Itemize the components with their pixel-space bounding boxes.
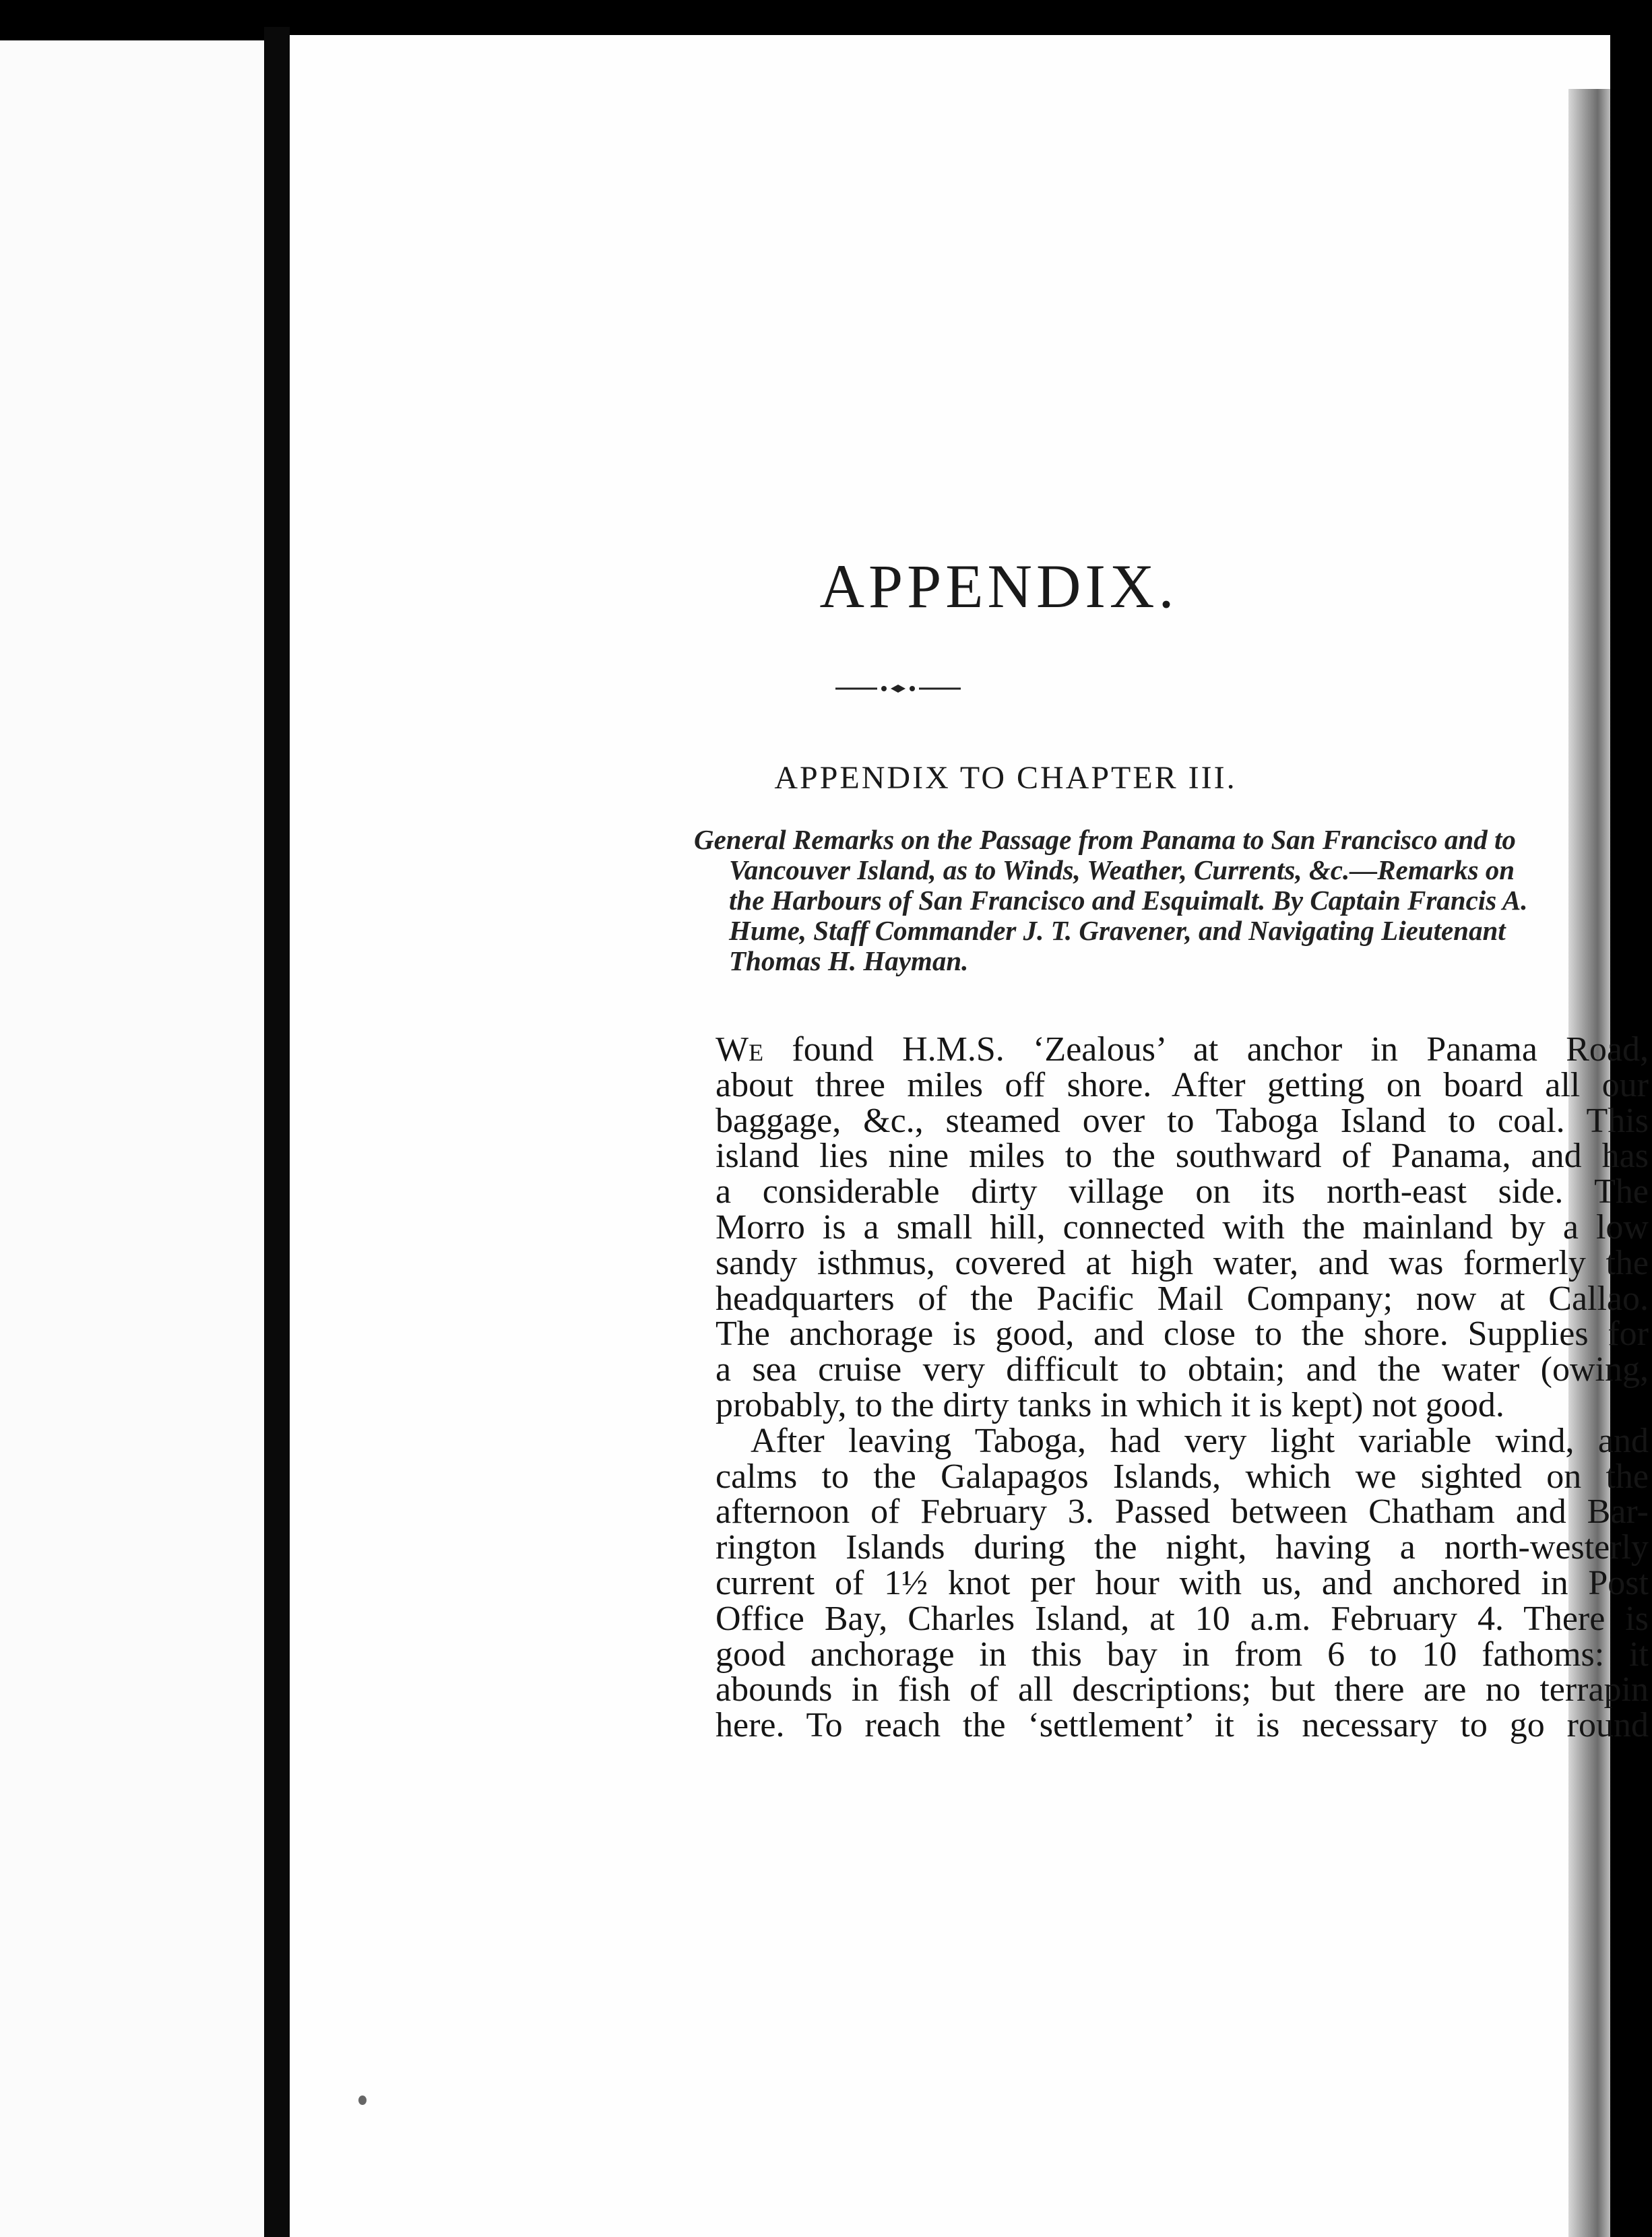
body-line: afternoon of February 3. Passed between Chatham and Bar-	[716, 1492, 1649, 1532]
body-line: a sea cruise very difficult to obtain; and the water (owing,	[716, 1350, 1649, 1389]
summary-line: Hume, Staff Commander J. T. Gravener, and Navigating Lieutenant	[729, 915, 1506, 946]
body-line: baggage, &c., steamed over to Taboga Island to coal. This	[716, 1101, 1649, 1140]
scan-border-top	[0, 0, 1652, 40]
summary-line: Vancouver Island, as to Winds, Weather, Currents, &c.—Remarks on	[729, 854, 1515, 885]
book-page	[290, 35, 1649, 2237]
book-gutter	[264, 27, 290, 2237]
body-line: good anchorage in this bay in from 6 to 10 fathoms: it	[716, 1635, 1649, 1674]
first-line-text: found H.M.S. ‘Zealous’ at anchor in Panama Road,	[792, 1030, 1649, 1069]
body-line: probably, to the dirty tanks in which it is kept) not good.	[716, 1385, 1504, 1424]
body-line: headquarters of the Pacific Mail Company; now at Callao.	[716, 1279, 1649, 1318]
chapter-summary	[694, 825, 1652, 976]
body-line: here. To reach the ‘settlement’ it is necessary to go round	[716, 1706, 1649, 1745]
body-line: about three miles off shore. After getting on board all our	[716, 1065, 1649, 1104]
body-line: current of 1½ knot per hour with us, and anchored in Post	[716, 1563, 1649, 1602]
body-line: Morro is a small hill, connected with the mainland by a low	[716, 1207, 1649, 1247]
paper-speck	[358, 2096, 367, 2105]
body-line: After leaving Taboga, had very light variable wind, and	[751, 1421, 1649, 1460]
dropcap-word: We	[716, 1030, 764, 1069]
ornament-divider	[835, 683, 961, 694]
body-line: rington Islands during the night, having a north-westerly	[716, 1528, 1649, 1567]
appendix-title: APPENDIX.	[819, 552, 1178, 621]
body-line	[716, 1032, 1649, 1068]
summary-line: Thomas H. Hayman.	[729, 945, 969, 976]
summary-line: General Remarks on the Passage from Panama to San Francisco and to	[694, 824, 1516, 855]
body-line: Office Bay, Charles Island, at 10 a.m. February 4. There is	[716, 1599, 1649, 1638]
body-line: calms to the Galapagos Islands, which we sighted on the	[716, 1457, 1649, 1496]
body-text	[716, 1032, 1649, 1744]
body-line: abounds in fish of all descriptions; but there are no terrapin	[716, 1670, 1649, 1709]
facing-blank-page	[0, 40, 264, 2237]
body-line: a considerable dirty village on its north-east side. The	[716, 1172, 1649, 1211]
body-line: sandy isthmus, covered at high water, and was formerly the	[716, 1243, 1649, 1282]
chapter-heading: APPENDIX TO CHAPTER III.	[774, 760, 1237, 796]
body-line: The anchorage is good, and close to the shore. Supplies for	[716, 1315, 1649, 1354]
summary-line: the Harbours of San Francisco and Esquimalt. By Captain Francis A.	[729, 885, 1528, 916]
body-line: island lies nine miles to the southward of Panama, and has	[716, 1137, 1649, 1176]
